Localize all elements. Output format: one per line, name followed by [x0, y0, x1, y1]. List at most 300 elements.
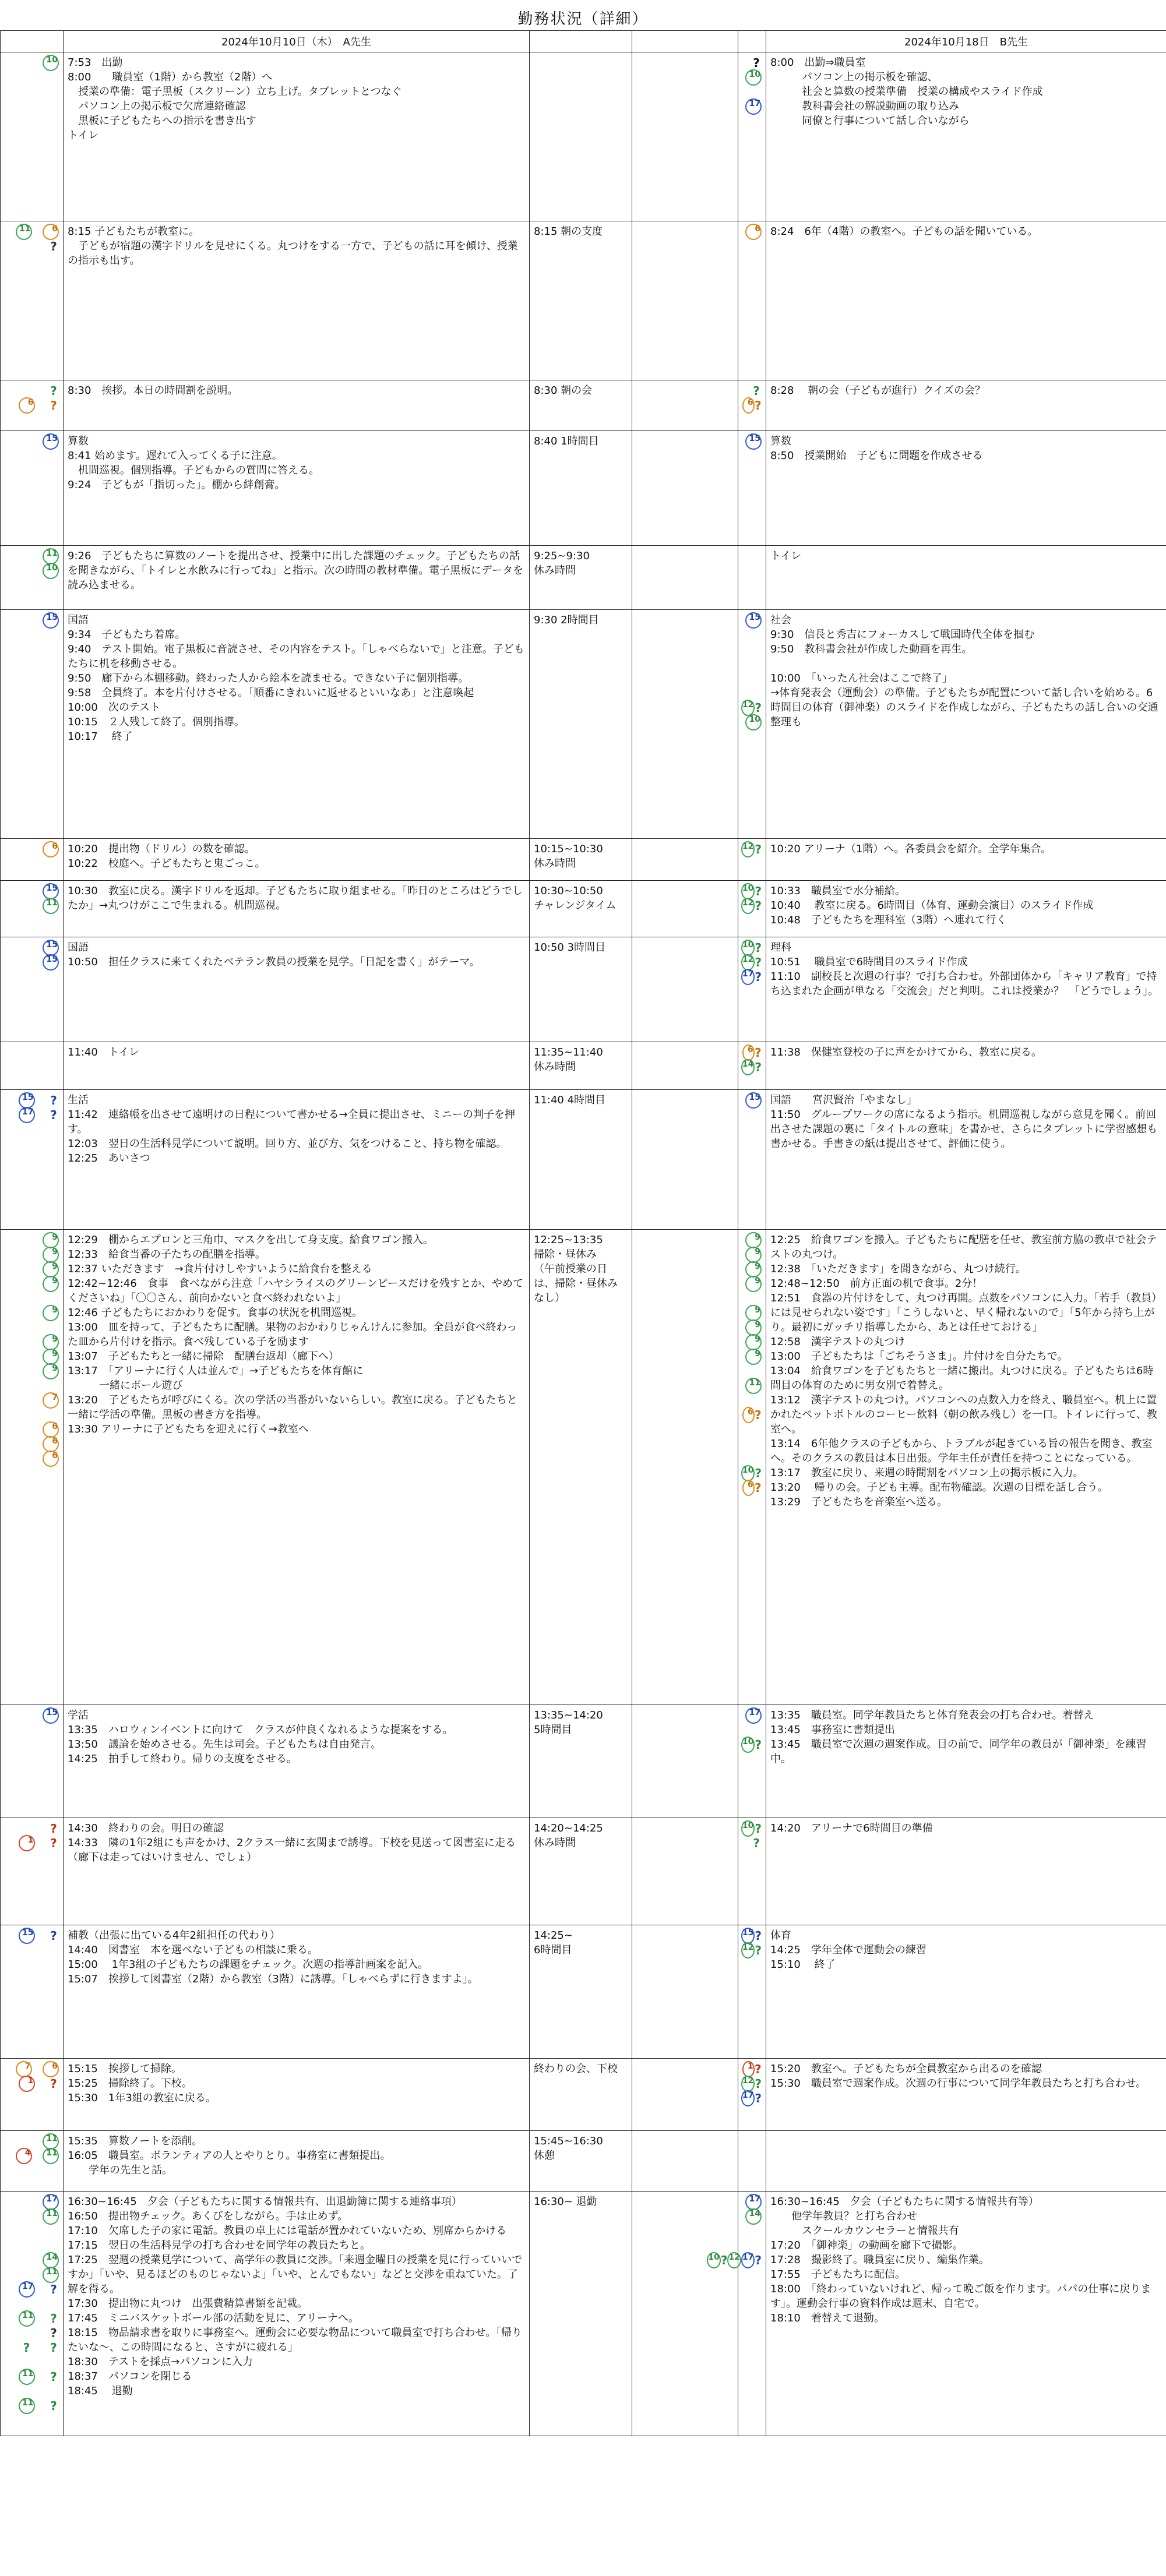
- teacher-a-activity-text: 学活 13:35 ハロウィンイベントに向けて クラスが仲良くなれるような提案をする。 13:50 議論を始めさせる。先生は司会。子どもたちは自由発言。 14:25 拍手して終わり。帰りの支度をさせる。: [68, 1709, 453, 1765]
- mark-line: [742, 715, 762, 729]
- category-badge-blue: 15: [19, 1928, 35, 1944]
- category-badge-orange: 7: [43, 1392, 59, 1409]
- mark-line: [742, 898, 762, 913]
- table-row: [1, 52, 1166, 221]
- mark-line: [742, 1364, 762, 1378]
- teacher-b-activity: [766, 2192, 1166, 2436]
- header-blank: [738, 31, 766, 52]
- mark-line: [742, 1262, 762, 1276]
- teacher-a-activity-text: 算数 8:41 始めます。遅れて入ってくる子に注意。 机間巡視。個別指導。子どもからの質問に答える。 9:24 子どもが「指切った」。棚から絆創膏。: [68, 435, 319, 491]
- category-badge-blue: 15: [43, 1707, 59, 1724]
- teacher-b-activity: [766, 2059, 1166, 2131]
- teacher-b-activity: [766, 431, 1166, 546]
- teacher-b-marks: [738, 1042, 766, 1090]
- mark-line: [742, 1335, 762, 1349]
- teacher-a-activity: [64, 610, 530, 839]
- mark-line: [742, 1276, 762, 1291]
- teacher-a-activity-text: 7:53 出勤 8:00 職員室（1階）から教室（2階）へ 授業の準備：電子黒板（スクリーン）立ち上げ。タブレットとつなぐ パソコン上の掲示板で欠席連絡確認 黒板に子どもたちへの指示を書き出す トイレ: [68, 57, 402, 142]
- mark-line: [742, 1305, 762, 1320]
- question-mark-green: ?: [753, 383, 760, 398]
- category-badge-blue: 15: [43, 612, 59, 629]
- category-badge-blue: 17: [741, 969, 755, 985]
- mark-line: [742, 1320, 762, 1335]
- mark-line: [742, 2091, 762, 2105]
- teacher-b-activity-text: 15:20 教室へ。子どもたちが全員教室から出るのを確認 15:30 職員室で週案作成。次週の行事について同学年教員たちと打ち合わせ。: [770, 2063, 1146, 2090]
- category-badge-blue: 15: [19, 1092, 35, 1109]
- category-badge-green: 9: [43, 1305, 59, 1321]
- schedule-slot: [530, 1705, 632, 1818]
- question-mark-blue: ?: [50, 1107, 57, 1122]
- teacher-b-marks: [738, 1925, 766, 2059]
- mark-line: [5, 2253, 59, 2267]
- category-badge-red: 1: [19, 1835, 35, 1851]
- question-mark-green: ?: [755, 2076, 762, 2091]
- teacher-b-marks: [738, 1818, 766, 1925]
- question-mark-green: ?: [755, 1466, 762, 1480]
- category-badge-green: 14: [745, 2208, 762, 2225]
- category-badge-green: 10: [707, 2252, 720, 2268]
- teacher-a-activity-text: 9:26 子どもたちに算数のノートを提出させ、授業中に出した課題のチェック。子どもたちの話を聞きながら、「トイレと水飲みに行ってね」と指示。次の時間の教材準備。電子黒板にデータを読み込ませる。: [68, 550, 524, 591]
- question-mark-green: ?: [50, 2398, 57, 2413]
- teacher-a-activity-text: 10:20 提出物（ドリル）の数を確認。 10:22 校庭へ。子どもたちと鬼ごっこ。: [68, 843, 266, 870]
- table-row: [1, 546, 1166, 610]
- mark-line: [742, 2076, 762, 2091]
- category-badge-green: 11: [19, 2369, 35, 2385]
- table-row: [1, 2131, 1166, 2192]
- question-mark-red: ?: [50, 2076, 57, 2091]
- mark-line: [5, 239, 59, 253]
- question-mark-green: ?: [755, 842, 762, 856]
- teacher-a-activity-text: 国語 9:34 子どもたち着席。 9:40 テスト開始。電子黒板に音読させ、その内容をテスト。「しゃべらないで」と注意。子どもたちに机を移動させる。 9:50 廊下から本棚移動。終わった人から絵本を読ませる。できない子に個別指導。 9:58 全員終了。本を片付けさせる。「順番にきれいに返せるといいなあ」と注意喚起 10:00 次のテスト 10:15 ２人残して終了。個別指導。 10:17 終了: [68, 614, 524, 743]
- spacer-cell: [632, 2059, 738, 2131]
- category-badge-orange: 7: [16, 2061, 32, 2077]
- category-badge-orange: 6: [19, 397, 35, 414]
- category-badge-orange: 6: [43, 224, 59, 240]
- schedule-slot: [530, 1925, 632, 2059]
- mark-line: [5, 1422, 59, 1437]
- mark-line: [5, 2209, 59, 2224]
- spacer-cell: [632, 1705, 738, 1818]
- category-badge-green: 14: [43, 2252, 59, 2268]
- spacer-cell: [632, 1042, 738, 1090]
- teacher-a-marks: [1, 546, 64, 610]
- category-badge-green: 9: [43, 1232, 59, 1248]
- schedule-slot: [530, 1042, 632, 1090]
- category-badge-blue: 15: [741, 1928, 755, 1944]
- question-mark-blue: ?: [50, 1093, 57, 1107]
- teacher-a-marks: [1, 1042, 64, 1090]
- mark-line: [742, 1480, 762, 1495]
- teacher-a-activity-text: 8:15 子どもたちが教室に。 子どもが宿題の漢字ドリルを見せにくる。丸つけをする一方で、子どもの話に耳を傾け、授業の指示も出す。: [68, 225, 518, 267]
- mark-line: [5, 1349, 59, 1364]
- question-mark-green: ?: [50, 2369, 57, 2384]
- category-badge-blue: 15: [745, 612, 762, 629]
- category-badge-green: 12: [727, 2252, 741, 2268]
- schedule-slot: [530, 1090, 632, 1230]
- category-badge-green: 9: [43, 1261, 59, 1278]
- teacher-b-activity: [766, 839, 1166, 881]
- category-badge-green: 12: [741, 2076, 755, 2092]
- teacher-b-marks: [738, 610, 766, 839]
- teacher-a-activity: [64, 221, 530, 380]
- mark-line: [5, 842, 59, 856]
- schedule-slot: [530, 2192, 632, 2436]
- question-mark-red: ?: [50, 1836, 57, 1850]
- table-row: [1, 881, 1166, 937]
- teacher-a-marks: [1, 839, 64, 881]
- schedule-slot: [530, 52, 632, 221]
- schedule-slot: [530, 546, 632, 610]
- spacer-cell: [632, 2192, 738, 2436]
- schedule-slot-text: 14:20~14:25 休み時間: [534, 1822, 603, 1849]
- mark-line: [742, 2209, 762, 2224]
- teacher-a-activity: [64, 380, 530, 431]
- spacer-cell: [632, 839, 738, 881]
- spacer-cell: [632, 221, 738, 380]
- mark-line: [742, 700, 762, 715]
- mark-line: [5, 2340, 59, 2355]
- header-teacher-a: 2024年10月10日（木） A先生: [64, 31, 530, 52]
- teacher-a-activity-text: 15:15 挨拶して掃除。 15:25 掃除終了。下校。 15:30 1年3組の教室に戻る。: [68, 2063, 216, 2104]
- category-badge-green: 10: [741, 940, 755, 956]
- category-badge-blue: 17: [741, 2252, 755, 2268]
- schedule-slot: [530, 1818, 632, 1925]
- teacher-a-marks: [1, 221, 64, 380]
- category-badge-green: 11: [19, 2310, 35, 2327]
- teacher-b-activity-text: 14:20 アリーナで6時間目の準備: [770, 1822, 933, 1834]
- teacher-b-marks: [738, 546, 766, 610]
- mark-line: [5, 70, 59, 84]
- schedule-slot-text: 15:45~16:30 休憩: [534, 2135, 603, 2162]
- question-mark-green: ?: [23, 2340, 30, 2355]
- teacher-a-marks: [1, 2131, 64, 2192]
- category-badge-green: 11: [19, 2398, 35, 2414]
- teacher-a-activity: [64, 1925, 530, 2059]
- schedule-slot-text: 9:25~9:30 休み時間: [534, 550, 590, 577]
- teacher-a-activity-text: 12:29 棚からエプロンと三角巾、マスクを出して身支度。給食ワゴン搬入。 12:33 給食当番の子たちの配膳を指導。 12:37 いただきます →食片付けしやすいように給食台を整える 12:42~12:46 食事 食べながら注意「ハヤシライスのグリーンピースだけを残すとか、やめてくださいね」「〇〇さん、前向かないと食べ終われないよ」 12:46 子どもたちにおかわりを促す。食事の状況を机間巡視。 13:00 皿を持って、子どもたちに配膳。果物のおかわりじゃんけんに参加。全員が食べ終わった皿から片付けを指示。食べ残している子を励ます 13:07 子どもたちと一緒に掃除 配膳台返却（廊下へ） 13:17 「アリーナに行く人は並んで」→子どもたちを体育館に 一緒にボール遊び 13:20 子どもたちが呼びにくる。次の学活の当番がいないらしい。教室に戻る。子どもたちと一緒に学活の準備。黒板の書き方を指導。 13:30 アリーナに子どもたちを迎えに行く→教室へ: [68, 1234, 523, 1435]
- schedule-slot: [530, 937, 632, 1042]
- category-badge-blue: 15: [745, 433, 762, 450]
- mark-line: [742, 613, 762, 627]
- mark-line: [5, 99, 59, 114]
- teacher-b-marks: [738, 431, 766, 546]
- category-badge-green: 9: [43, 1334, 59, 1350]
- teacher-b-activity: [766, 1230, 1166, 1705]
- spacer-cell: [632, 1230, 738, 1705]
- category-badge-orange: 6: [43, 2061, 59, 2077]
- category-badge-green: 14: [741, 1059, 755, 1075]
- spacer-cell: [632, 2131, 738, 2192]
- teacher-b-marks: [738, 52, 766, 221]
- teacher-b-activity: [766, 881, 1166, 937]
- mark-line: [5, 2369, 59, 2384]
- teacher-b-activity: [766, 380, 1166, 431]
- teacher-b-activity-text: 算数 8:50 授業開始 子どもに問題を作成させる: [770, 435, 983, 462]
- category-badge-red: 1: [19, 2076, 35, 2092]
- category-badge-green: 9: [43, 1276, 59, 1292]
- category-badge-orange: 6: [43, 1436, 59, 1452]
- teacher-a-activity: [64, 1705, 530, 1818]
- question-mark-orange: ?: [754, 1045, 762, 1060]
- category-badge-green: 9: [745, 1349, 762, 1365]
- teacher-b-marks: [738, 1090, 766, 1230]
- mark-line: [742, 1060, 762, 1074]
- table-row: [1, 2059, 1166, 2131]
- teacher-a-marks: [1, 1705, 64, 1818]
- mark-line: [742, 1247, 762, 1262]
- mark-line: [5, 2134, 59, 2148]
- teacher-a-activity: [64, 1090, 530, 1230]
- teacher-b-marks: [738, 380, 766, 431]
- table-row: [1, 839, 1166, 881]
- mark-line: [742, 1233, 762, 1247]
- question-mark-green: ?: [50, 2311, 57, 2326]
- teacher-b-activity-text: 13:35 職員室。同学年教員たちと体育発表会の打ち合わせ。着替え 13:45 事務室に書類提出 13:45 職員室で次週の週案作成。目の前で、同学年の教員が「御神楽」を練習中。: [770, 1709, 1147, 1765]
- teacher-b-activity-text: 16:30~16:45 夕会（子どもたちに関する情報共有等） 他学年教員？と打ち合わせ スクールカウンセラーと情報共有 17:20 「御神楽」の動画を廊下で撮影。 17:28 撮影終了。職員室に戻り、編集作業。 17:55 子どもたちに配信。 18:00 「終わっていないけれど、帰って晩ご飯を作ります。パパの仕事に戻ります」。運動会行事の資料作成は週末、自宅で。 18:10 着替えて退勤。: [770, 2196, 1151, 2324]
- table-row: [1, 431, 1166, 546]
- teacher-a-marks: [1, 2059, 64, 2131]
- page-title: 勤務状況（詳細）: [517, 10, 649, 28]
- schedule-slot-text: 8:30 朝の会: [534, 384, 593, 397]
- question-mark-gray: ?: [50, 239, 57, 253]
- spacer-cell: [632, 1818, 738, 1925]
- category-badge-green: 11: [745, 1378, 762, 1394]
- spacer-cell: [632, 546, 738, 610]
- schedule-slot-text: 終わりの会、下校: [534, 2063, 618, 2075]
- category-badge-green: 11: [43, 2148, 59, 2164]
- question-mark-green: ?: [755, 700, 762, 715]
- teacher-a-activity: [64, 1042, 530, 1090]
- mark-line: [5, 2267, 59, 2282]
- schedule-slot: [530, 881, 632, 937]
- question-mark-blue: ?: [755, 2253, 762, 2267]
- category-badge-orange: 6: [43, 841, 59, 858]
- spacer-cell: [632, 1090, 738, 1230]
- category-badge-green: 9: [745, 1334, 762, 1350]
- spacer-cell: [632, 380, 738, 431]
- category-badge-green: 12: [741, 700, 755, 716]
- teacher-a-activity-text: 補教（出張に出ている4年2組担任の代わり） 14:40 図書室 本を選べない子どもの相談に乗る。 15:00 1年3組の子どもたちの課題をチェック。次週の指導計画案を記入。 15:07 挨拶して図書室（2階）から教室（3階）に誘導。「しゃべらずに行きますよ」。: [68, 1929, 478, 1985]
- mark-line: [5, 1928, 59, 1943]
- mark-line: [742, 1943, 762, 1957]
- category-badge-blue: 17: [745, 2194, 762, 2210]
- mark-line: [5, 1262, 59, 1276]
- mark-line: [5, 1378, 59, 1393]
- mark-line: [742, 1093, 762, 1107]
- mark-line: [742, 2224, 762, 2238]
- mark-line: [742, 671, 762, 686]
- category-badge-green: 11: [43, 2208, 59, 2225]
- teacher-a-activity: [64, 2059, 530, 2131]
- category-badge-green: 10: [741, 1820, 755, 1837]
- table-row: [1, 1818, 1166, 1925]
- teacher-a-marks: [1, 1818, 64, 1925]
- question-mark-green: ?: [50, 383, 57, 398]
- category-badge-blue: 15: [43, 940, 59, 956]
- question-mark-green: ?: [753, 1836, 760, 1850]
- teacher-b-activity: [766, 52, 1166, 221]
- teacher-a-activity-text: 14:30 終わりの会。明日の確認 14:33 隣の1年2組にも声をかけ、2クラス一緒に玄関まで誘導。下校を見送って図書室に走る（廊下は走ってはいけません、でしょ）: [68, 1822, 516, 1864]
- mark-line: [742, 627, 762, 642]
- schedule-slot-text: 14:25~ 6時間目: [534, 1929, 573, 1956]
- teacher-a-marks: [1, 937, 64, 1042]
- mark-line: [5, 1247, 59, 1262]
- table-row: [1, 1042, 1166, 1090]
- mark-line: [5, 2311, 59, 2326]
- mark-line: [5, 1437, 59, 1451]
- question-mark-green: ?: [755, 955, 762, 969]
- category-badge-green: 12: [741, 841, 755, 858]
- category-badge-green: 9: [43, 1247, 59, 1263]
- mark-line: [5, 2224, 59, 2238]
- question-mark-undefined: ?: [753, 55, 760, 70]
- schedule-slot: [530, 610, 632, 839]
- mark-line: [742, 940, 762, 955]
- mark-line: [742, 55, 762, 70]
- mark-line: [742, 1466, 762, 1480]
- teacher-b-activity-text: 社会 9:30 信長と秀吉にフォーカスして戦国時代全体を掴む 9:50 教科書会社が作成した動画を再生。 10:00 「いったん社会はここで終了」 →体育発表会（運動会）の準備。子どもたちが配置について話し合いを始める。6時間目の体育（御神楽）のスライドを作成しながら、子どもたちの話し合いの交通整理も: [770, 614, 1158, 728]
- mark-line: [742, 2238, 762, 2253]
- teacher-a-activity: [64, 1230, 530, 1705]
- question-mark-green: ?: [720, 2253, 728, 2267]
- spacer-cell: [632, 610, 738, 839]
- mark-line: [5, 383, 59, 398]
- teacher-b-activity: [766, 937, 1166, 1042]
- schedule-slot-text: 9:30 2時間目: [534, 614, 599, 626]
- question-mark-green: ?: [50, 2340, 57, 2355]
- mark-line: [5, 1364, 59, 1378]
- mark-line: [5, 898, 59, 913]
- question-mark-blue: ?: [755, 1928, 762, 1943]
- mark-line: [5, 2355, 59, 2369]
- mark-line: [5, 114, 59, 128]
- teacher-a-activity: [64, 2131, 530, 2192]
- teacher-b-activity-text: 8:24 6年（4階）の教室へ。子どもの話を聞いている。: [770, 225, 1038, 238]
- header-blank: [530, 31, 632, 52]
- spacer-cell: [632, 431, 738, 546]
- spacer-cell: [632, 881, 738, 937]
- schedule-slot-text: 13:35~14:20 5時間目: [534, 1709, 603, 1736]
- schedule-slot: [530, 839, 632, 881]
- category-badge-green: 11: [43, 898, 59, 914]
- category-badge-green: 10: [741, 883, 755, 899]
- teacher-a-activity-text: 10:30 教室に戻る。漢字ドリルを返却。子どもたちに取り組ませる。「昨日のところはどうでしたか」→丸つけがここで生まれる。机間巡視。: [68, 885, 523, 912]
- teacher-b-activity: [766, 2131, 1166, 2192]
- category-badge-orange: 6: [742, 1480, 755, 1496]
- table-row: [1, 610, 1166, 839]
- category-badge-blue: 17: [745, 1707, 762, 1724]
- category-badge-green: 9: [745, 1319, 762, 1336]
- mark-line: [5, 84, 59, 99]
- category-badge-green: 10: [43, 55, 59, 71]
- question-mark-gray: ?: [50, 2326, 57, 2340]
- mark-line: [5, 955, 59, 969]
- mark-line: [5, 1291, 59, 1305]
- category-badge-green: 9: [43, 1363, 59, 1379]
- teacher-b-activity-text: 理科 10:51 職員室で6時間目のスライド作成 11:10 副校長と次週の行事？で打ち合わせ。外部団体から「キャリア教育」で持ち込まれた企画が単なる「交流会」だと判明。これは授業か？ 「どうでしょう」。: [770, 941, 1158, 997]
- mark-line: [742, 1422, 762, 1437]
- teacher-a-activity: [64, 431, 530, 546]
- mark-line: [5, 1708, 59, 1723]
- mark-line: [742, 1407, 762, 1422]
- mark-line: [742, 84, 762, 99]
- mark-line: [742, 1737, 762, 1752]
- schedule-slot-text: 10:30~10:50 チャレンジタイム: [534, 885, 617, 912]
- teacher-b-activity-text: 10:20 アリーナ（1階）へ。各委員会を紹介。全学年集合。: [770, 843, 1052, 855]
- teacher-b-activity: [766, 610, 1166, 839]
- header-blank: [632, 31, 738, 52]
- spacer-cell: [632, 937, 738, 1042]
- teacher-a-marks: [1, 2192, 64, 2436]
- mark-line: [5, 1233, 59, 1247]
- schedule-slot: [530, 221, 632, 380]
- mark-line: [5, 2194, 59, 2209]
- schedule-slot: [530, 2059, 632, 2131]
- teacher-b-activity: [766, 546, 1166, 610]
- teacher-a-activity: [64, 52, 530, 221]
- schedule-slot-text: 11:40 4時間目: [534, 1094, 606, 1106]
- mark-line: [742, 99, 762, 114]
- category-badge-green: 11: [43, 2133, 59, 2150]
- mark-line: [742, 1821, 762, 1836]
- teacher-b-activity: [766, 1042, 1166, 1090]
- teacher-b-marks: [738, 839, 766, 881]
- mark-line: [742, 1378, 762, 1393]
- mark-line: [5, 224, 59, 239]
- teacher-b-activity: [766, 1705, 1166, 1818]
- mark-line: [5, 55, 59, 70]
- schedule-slot: [530, 2131, 632, 2192]
- mark-line: [5, 1320, 59, 1335]
- schedule-slot-text: 11:35~11:40 休み時間: [534, 1046, 603, 1073]
- category-badge-blue: 15: [43, 433, 59, 450]
- table-row: [1, 1705, 1166, 1818]
- mark-line: [742, 2194, 762, 2209]
- mark-line: [742, 1836, 762, 1850]
- category-badge-green: 10: [745, 714, 762, 731]
- category-badge-orange: 6: [742, 397, 755, 414]
- schedule-slot-text: 10:15~10:30 休み時間: [534, 843, 603, 870]
- teacher-b-activity-text: トイレ: [770, 550, 802, 562]
- teacher-b-activity-text: 10:33 職員室で水分補給。 10:40 教室に戻る。6時間目（体育、運動会演目）のスライド作成 10:48 子どもたちを理科室（3階）へ連れて行く: [770, 885, 1094, 926]
- table-row: [1, 1925, 1166, 2059]
- category-badge-blue: 17: [43, 2194, 59, 2210]
- mark-line: [742, 383, 762, 398]
- teacher-a-activity: [64, 1818, 530, 1925]
- question-mark-blue: ?: [50, 1928, 57, 1943]
- mark-line: [5, 2148, 59, 2163]
- question-mark-green: ?: [755, 1737, 762, 1752]
- mark-line: [742, 434, 762, 449]
- question-mark-orange: ?: [754, 1407, 762, 1422]
- table-row: [1, 1090, 1166, 1230]
- question-mark-red: ?: [754, 2062, 762, 2076]
- mark-line: [742, 1045, 762, 1060]
- category-badge-green: 11: [43, 548, 59, 564]
- mark-line: [5, 1093, 59, 1107]
- teacher-a-activity-text: 15:35 算数ノートを添削。 16:05 職員室。ボランティアの人とやりとり。事務室に書類提出。 学年の先生と話。: [68, 2135, 391, 2176]
- schedule-slot: [530, 380, 632, 431]
- mark-line: [5, 2398, 59, 2413]
- mark-line: [5, 940, 59, 955]
- question-mark-orange: ?: [754, 1480, 762, 1495]
- category-badge-orange: 6: [43, 1421, 59, 1438]
- category-badge-green: 12: [741, 954, 755, 971]
- mark-line: [5, 1305, 59, 1320]
- teacher-a-marks: [1, 380, 64, 431]
- teacher-b-marks: [738, 2059, 766, 2131]
- teacher-a-marks: [1, 52, 64, 221]
